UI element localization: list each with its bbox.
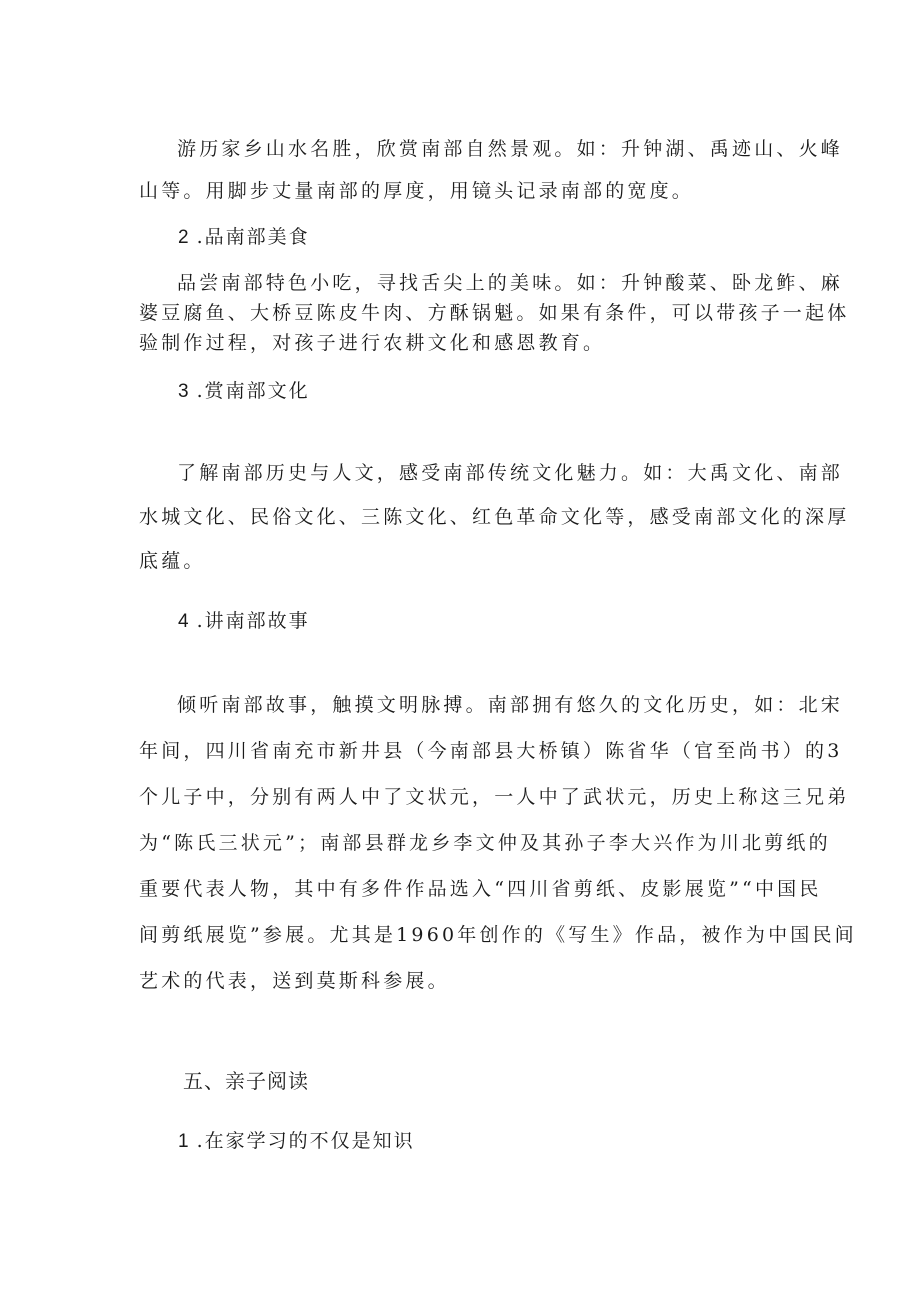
heading-text: .讲南部故事: [196, 610, 310, 632]
paragraph-food: [139, 268, 850, 358]
heading-number: 2: [178, 227, 189, 248]
text-line: 婆豆腐鱼、大桥豆陈皮牛肉、方酥锅魁。如果有条件，可以带孩子一起体: [139, 302, 850, 324]
text-line: 底蕴。: [139, 550, 206, 572]
text-line: 艺术的代表，送到莫斯科参展。: [139, 970, 450, 992]
text-line: 倾听南部故事，触摸文明脉搏。南部拥有悠久的文化历史，如：北宋: [177, 694, 844, 716]
paragraph-stories: [139, 682, 857, 1004]
heading-culture: [178, 376, 310, 403]
text-line: 验制作过程，对孩子进行农耕文化和感恩教育。: [139, 332, 606, 354]
heading-number: 4: [178, 611, 189, 632]
text-line: 个儿子中，分别有两人中了文状元，一人中了武状元，历史上称这三兄弟: [139, 786, 850, 808]
text-line: 了解南部历史与人文，感受南部传统文化魅力。如：大禹文化、南部: [177, 462, 844, 484]
heading-text: .品南部美食: [196, 226, 310, 248]
heading-stories: [178, 606, 310, 633]
paragraph-culture: [139, 451, 850, 583]
text-line: 为“陈氏三状元”；南部县群龙乡李文仲及其孙子李大兴作为川北剪纸的: [139, 832, 831, 854]
paragraph-scenery: [139, 128, 844, 212]
heading-text: .赏南部文化: [196, 380, 310, 402]
heading-number: 1: [178, 1131, 189, 1152]
text-line: 年间，四川省南充市新井县（今南部县大桥镇）陈省华（官至尚书）的3: [139, 740, 843, 762]
text-line: 游历家乡山水名胜，欣赏南部自然景观。如：升钟湖、禹迹山、火峰: [177, 138, 844, 160]
heading-home-learning: [178, 1126, 415, 1153]
heading-number: 3: [178, 381, 189, 402]
text-line: 山等。用脚步丈量南部的厚度，用镜头记录南部的宽度。: [139, 180, 695, 202]
heading-text: .在家学习的不仅是知识: [196, 1130, 415, 1152]
text-line: 品尝南部特色小吃，寻找舌尖上的美味。如：升钟酸菜、卧龙鲊、麻: [177, 272, 844, 294]
text-line: 水城文化、民俗文化、三陈文化、红色革命文化等，感受南部文化的深厚: [139, 506, 850, 528]
text-line: 间剪纸展览”参展。尤其是1960年创作的《写生》作品，被作为中国民间: [139, 924, 857, 946]
section-heading-reading: 五、亲子阅读: [183, 1069, 309, 1093]
heading-food: [178, 222, 310, 249]
text-line: 重要代表人物，其中有多件作品选入“四川省剪纸、皮影展览”“中国民: [139, 878, 822, 900]
